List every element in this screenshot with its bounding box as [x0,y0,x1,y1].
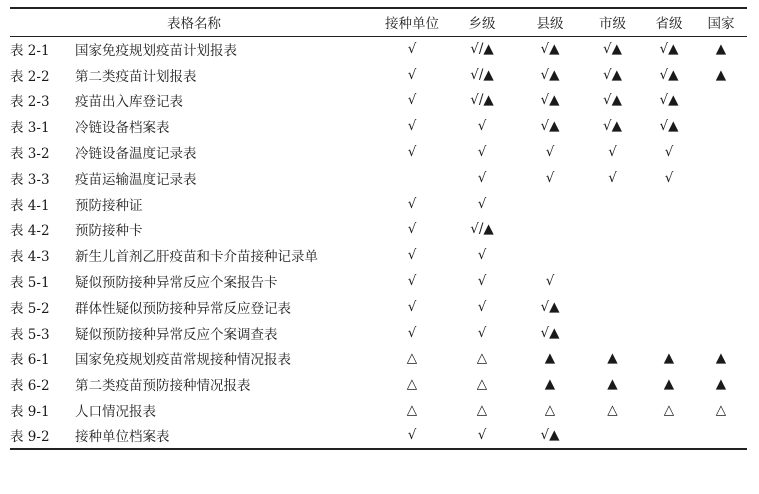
form-name: 国家免疫规划疫苗常规接种情况报表 [75,352,291,369]
mark-county: √▲ [518,423,582,449]
mark-county: △ [544,402,556,419]
form-name: 疑似预防接种异常反应个案报告卡 [75,275,278,292]
table-row [10,36,747,62]
mark-national: △ [715,402,727,419]
mark-national [695,268,747,294]
mark-county [518,242,582,268]
mark-national [695,242,747,268]
mark-county: √▲ [540,66,560,83]
mark-vaccination-unit: √ [407,118,417,135]
form-id: 表 5-3 [10,326,50,343]
mark-vaccination-unit: √ [407,247,417,264]
header-national: 国家 [695,8,747,36]
form-name: 接种单位档案表 [75,423,378,449]
form-id: 表 4-2 [10,223,50,240]
mark-vaccination-unit: √ [407,298,417,315]
mark-vaccination-unit: △ [406,350,418,367]
form-name: 冷链设备温度记录表 [75,146,197,163]
form-id: 表 4-1 [10,197,50,214]
mark-province: ▲ [663,376,675,393]
mark-city: √ [608,144,617,161]
table-row [10,294,747,320]
mark-vaccination-unit: √ [407,324,417,341]
mark-province: ▲ [663,350,675,367]
mark-province [643,217,695,243]
form-id: 表 2-2 [10,68,50,85]
mark-township: √/▲ [470,66,494,83]
header-township: 乡级 [446,8,518,36]
table-row [10,268,747,294]
table-row [10,165,747,191]
mark-county: √ [545,273,555,290]
table-row [10,371,747,397]
mark-city: √▲ [603,66,622,83]
form-id: 表 6-2 [10,378,50,395]
mark-city: √▲ [603,92,622,109]
mark-province: √ [664,144,674,161]
mark-province: △ [663,402,675,419]
mark-township: △ [476,402,488,419]
mark-national [695,320,747,346]
mark-city: √▲ [603,118,622,135]
mark-township: √/▲ [470,221,494,238]
mark-county: ▲ [544,376,556,393]
mark-vaccination-unit: √ [407,92,417,109]
form-id: 表 4-3 [10,249,50,266]
mark-township: √ [477,169,487,186]
form-id: 表 2-1 [10,43,50,60]
table-row [10,113,747,139]
mark-province: √▲ [659,66,679,83]
mark-county: √ [545,169,555,186]
table-row [10,397,747,423]
table-row [10,217,747,243]
mark-vaccination-unit: √ [407,144,417,161]
table-header-row [10,8,747,36]
mark-national [695,113,747,139]
form-name: 预防接种卡 [75,223,143,240]
mark-city: △ [607,402,618,419]
mark-city [582,423,643,449]
header-vaccination-unit: 接种单位 [378,8,446,36]
mark-county [518,191,582,217]
mark-province [643,242,695,268]
form-name: 疫苗出入库登记表 [75,94,183,111]
mark-province [643,423,695,449]
mark-vaccination-unit: √ [407,221,417,238]
form-name: 冷链设备档案表 [75,120,170,137]
mark-city: ▲ [607,376,618,393]
form-name: 第二类疫苗计划报表 [75,68,197,85]
form-id: 表 6-1 [10,352,50,369]
mark-county: √▲ [540,41,560,58]
mark-county: √▲ [540,118,560,135]
table-row [10,88,747,114]
mark-county [518,217,582,243]
mark-township: △ [476,350,488,367]
form-id: 表 3-1 [10,120,50,137]
mark-province [643,294,695,320]
mark-county: √▲ [540,324,560,341]
mark-vaccination-unit: √ [407,195,417,212]
mark-city [582,191,643,217]
mark-national: ▲ [715,66,727,83]
mark-national: ▲ [715,350,727,367]
mark-township: √ [446,423,518,449]
mark-city [582,320,643,346]
mark-city [582,268,643,294]
mark-vaccination-unit: √ [407,66,417,83]
form-id: 表 3-2 [10,146,50,163]
mark-province [643,320,695,346]
mark-county: √▲ [540,298,560,315]
mark-national [695,294,747,320]
mark-county: √▲ [540,92,560,109]
mark-city [582,294,643,320]
header-province: 省级 [643,8,695,36]
mark-vaccination-unit [378,165,446,191]
mark-national [695,191,747,217]
mark-province: √▲ [659,41,679,58]
table-row [10,423,747,449]
report-forms-table [10,7,747,450]
header-county: 县级 [518,8,582,36]
form-id: 表 3-3 [10,171,50,188]
mark-national: ▲ [715,376,727,393]
mark-township: √ [477,273,487,290]
form-name: 疫苗运输温度记录表 [75,171,197,188]
form-id: 表 5-1 [10,275,50,292]
mark-township: √/▲ [470,41,494,58]
mark-province: √▲ [659,92,679,109]
mark-city [582,242,643,268]
header-city: 市级 [582,8,643,36]
form-id: 表 5-2 [10,300,50,317]
mark-township: √/▲ [470,92,494,109]
table-row [10,139,747,165]
form-id: 表 9-1 [10,404,50,421]
table-row [10,242,747,268]
mark-national: ▲ [715,41,727,58]
table-row [10,320,747,346]
table-row [10,346,747,372]
table-row [10,191,747,217]
form-name: 国家免疫规划疫苗计划报表 [75,43,237,60]
mark-province: √ [664,169,674,186]
table-row [10,62,747,88]
mark-national [695,165,747,191]
header-form-name: 表格名称 [10,8,378,36]
mark-city: √ [608,169,617,186]
mark-city: ▲ [607,350,618,367]
mark-vaccination-unit: √ [407,273,417,290]
mark-vaccination-unit: √ [407,41,417,58]
mark-city [582,217,643,243]
mark-county: ▲ [544,350,556,367]
mark-vaccination-unit: △ [406,376,418,393]
mark-city: √▲ [603,41,622,58]
form-id: 表 2-3 [10,94,50,111]
mark-township: √ [477,247,487,264]
mark-province [643,191,695,217]
form-name: 群体性疑似预防接种异常反应登记表 [75,300,291,317]
mark-township: √ [477,195,487,212]
mark-national [695,139,747,165]
form-name: 新生儿首剂乙肝疫苗和卡介苗接种记录单 [75,249,318,266]
mark-township: √ [477,144,487,161]
mark-township: △ [476,376,488,393]
mark-national [695,217,747,243]
table-body [10,36,747,449]
form-name: 第二类疫苗预防接种情况报表 [75,378,251,395]
form-name: 人口情况报表 [75,404,156,421]
mark-county: √ [545,144,555,161]
mark-township: √ [477,118,487,135]
mark-vaccination-unit: √ [378,423,446,449]
form-name: 预防接种证 [75,197,143,214]
mark-township: √ [477,324,487,341]
mark-province [643,268,695,294]
mark-province: √▲ [659,118,679,135]
mark-township: √ [477,298,487,315]
mark-national [695,423,747,449]
mark-vaccination-unit: △ [406,402,418,419]
form-id: 表 9-2 [10,423,75,449]
form-name: 疑似预防接种异常反应个案调查表 [75,326,278,343]
mark-national [695,88,747,114]
